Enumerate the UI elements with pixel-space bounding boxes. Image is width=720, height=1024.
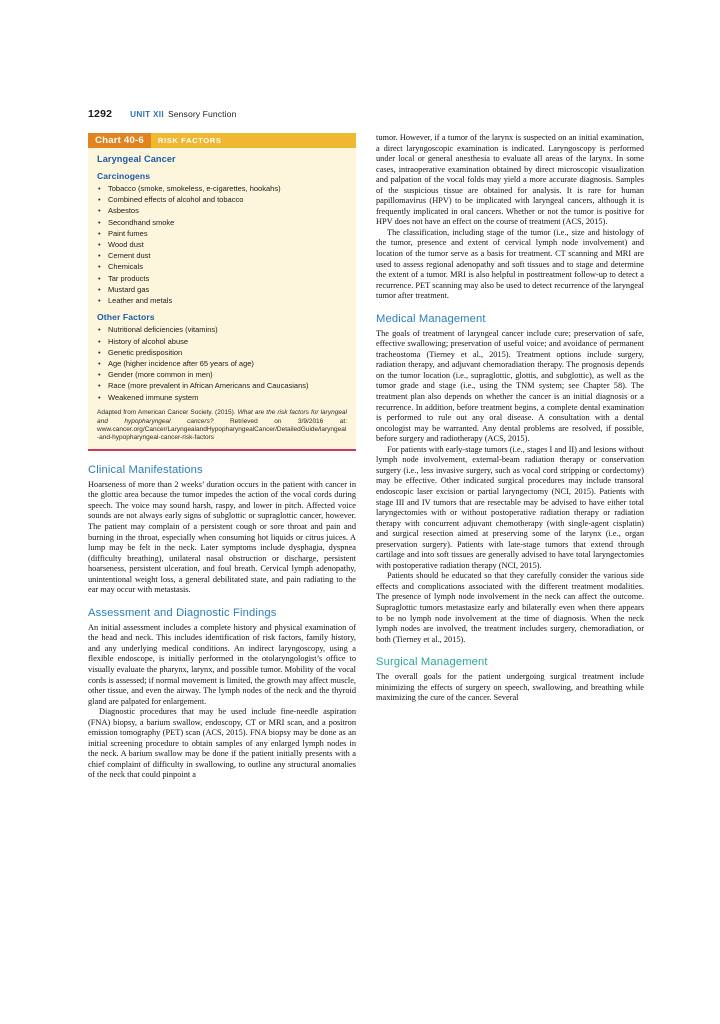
list-item-label: History of alcohol abuse (108, 336, 189, 346)
list-item-label: Genetic predisposition (108, 347, 183, 357)
heading-surgical-management: Surgical Management (376, 656, 488, 669)
list-item-label: Age (higher incidence after 65 years of age) (108, 359, 254, 369)
chart-kind-label: RISK FACTORS (157, 136, 222, 145)
list-item (97, 348, 347, 358)
list-item-label: Secondhand smoke (108, 217, 175, 227)
carcinogens-list (97, 184, 347, 305)
bullet-icon: • (98, 392, 101, 402)
bullet-icon: • (98, 262, 101, 272)
heading-clinical-manifestations: Clinical Manifestations (88, 463, 203, 476)
bullet-icon: • (98, 195, 101, 205)
chart-body (88, 148, 356, 449)
list-item (97, 218, 347, 228)
list-item (97, 229, 347, 239)
right-column (376, 133, 644, 923)
list-item (97, 195, 347, 205)
list-item (97, 251, 347, 261)
bullet-icon: • (98, 239, 101, 249)
list-item-label: Race (more prevalent in African Americans and Caucasians) (108, 381, 309, 391)
list-item-label: Wood dust (108, 239, 144, 249)
other-factors-list (97, 325, 347, 402)
source-prefix: Adapted from American Cancer Society. (2015). (97, 409, 238, 417)
paragraph: The classification, including stage of the tumor (i.e., size and histology of the tumor, presence and extent of cervical lymph node involvement) and location of the tumor serve as a basis for treatment. CT scanning and MRI are used to assess regional adenopathy and soft tissues and to stage and determine the extent of a tumor. MRI is also helpful in posttreatment follow-up to detect a recurrence. PET scanning may also be used to detect recurrence of the laryngeal tumor after treatment. (376, 227, 644, 301)
paragraph: The goals of treatment of laryngeal cancer include cure; preservation of safe, effective swallowing; preservation of useful voice; and avoidance of permanent tracheostoma (Tierney et al., 2015). Treatment options include surgery, radiation therapy, and adjuvant chemoradiation therapy. The prognosis depends on the tumor location (i.e., supraglottic, glottis, and subglottic), as well as the tumor grade and stage (i.e., using the TNM system; see Chapter 58). The treatment plan also depends on whether the cancer is an initial diagnosis or a recurrence. In addition, before treatment begins, a complete dental examination is performed to rule out any oral disease. A consultation with a dental oncologist may be warranted. Any dental problems are resolved, if possible, before surgery and radiotherapy (ACS, 2015). (376, 328, 644, 444)
list-item-label: Asbestos (108, 206, 139, 216)
list-item (97, 184, 347, 194)
chart-header-bar (88, 133, 356, 148)
chart-source-citation (97, 409, 347, 443)
bullet-icon: • (98, 228, 101, 238)
chart-title: Laryngeal Cancer (97, 154, 176, 164)
list-item-label: Cement dust (108, 251, 151, 261)
list-item-label: Paint fumes (108, 228, 148, 238)
chart-subhead-carcinogens: Carcinogens (97, 171, 151, 181)
list-item (97, 359, 347, 369)
list-item (97, 240, 347, 250)
left-column (88, 133, 356, 923)
list-item (97, 262, 347, 272)
bullet-icon: • (98, 325, 101, 335)
source-suffix: Retrieved on 3/9/2016 at: www.cancer.org/Cancer/LaryngealandHypopharyngealCancer/DetailedGuide/laryngeal-and-hypopharyngeal-cancer-risk-factors (97, 417, 347, 442)
list-item-label: Tobacco (smoke, smokeless, e-cigarettes, hookahs) (108, 184, 281, 193)
unit-title: Sensory Function (167, 109, 237, 119)
list-item-label: Mustard gas (108, 284, 150, 294)
list-item (97, 206, 347, 216)
two-column-body (88, 133, 644, 923)
paragraph: Patients should be educated so that they carefully consider the various side effects and complications associated with the different treatment modalities. The presence of lymph node involvement in the neck can affect the outcome. Supraglottic tumors metastasize early and bilaterally even when there appears to be no lymph node involvement at the time of diagnosis. When the neck lymph nodes are involved, the treatment includes surgery, chemoradiation, or both (Tierney et al., 2015). (376, 571, 644, 644)
bullet-icon: • (98, 370, 101, 380)
list-item-label: Leather and metals (108, 295, 173, 305)
bullet-icon: • (98, 295, 101, 305)
paragraph: Diagnostic procedures that may be used include fine-needle aspiration (FNA) biopsy, a barium swallow, endoscopy, CT or MRI scan, and a positron emission tomography (PET) scan (ACS, 2015). FNA biopsy may be done as an initial screening procedure to obtain samples of any enlarged lymph nodes in the neck. A barium swallow may be done if the patient initially presents with a chief complaint of difficulty in swallowing, to outline any structural anomalies of the neck that could pinpoint a (88, 707, 356, 780)
list-item (97, 285, 347, 295)
chart-number-label: Chart 40-6 (88, 133, 151, 148)
list-item-label: Combined effects of alcohol and tobacco (108, 195, 244, 205)
list-item (97, 274, 347, 284)
paragraph: For patients with early-stage tumors (i.e., stages I and II) and lesions without lymph node involvement, external-beam radiation therapy or conservation surgery (i.e., less invasive surgery, such as vocal cord stripping or cordectomy) may be effective. Other indicated surgical procedures may include transoral endoscopic laser excision or partial laryngectomy (NCI, 2015). Patients with stage III and IV tumors that are resectable may be advised to have either total laryngectomies with or without postoperative radiation therapy or radiation therapy with concurrent adjuvant chemotherapy (with single-agent cisplatin) and surgical resection aimed at preserving some of the larynx (i.e., organ preservation surgery). Patients with late-stage tumors that extend through cartilage and into soft tissues are generally advised to have total laryngectomies with postoperative radiation therapy (NCI, 2015). (376, 444, 644, 570)
bullet-icon: • (98, 284, 101, 294)
bullet-icon: • (98, 347, 101, 357)
heading-assessment-diagnostic-findings: Assessment and Diagnostic Findings (88, 606, 277, 619)
list-item (97, 381, 347, 391)
list-item (97, 370, 347, 380)
list-item (97, 337, 347, 347)
list-item-label: Weakened immune system (108, 392, 199, 402)
list-item (97, 393, 347, 403)
source-title: What are the risk factors for laryngeal and hypopharyngeal cancers? (97, 409, 347, 425)
bullet-icon: • (98, 217, 101, 227)
bullet-icon: • (98, 251, 101, 261)
bullet-icon: • (98, 359, 101, 369)
heading-medical-management: Medical Management (376, 312, 486, 325)
page-number: 1292 (88, 108, 113, 120)
paragraph: Hoarseness of more than 2 weeks’ duration occurs in the patient with cancer in the glottic area because the tumor impedes the action of the vocal cords during speech. The voice may sound harsh, raspy, and lower in pitch. Affected voice sounds are not always early signs of subglottic or supraglottic cancer, however. The patient may complain of a persistent cough or sore throat and pain and burning in the throat, especially when consuming hot liquids or citrus juices. A lump may be felt in the neck. Later symptoms include dysphagia, dyspnea (difficulty breathing), unilateral nasal obstruction or discharge, persistent hoarseness, persistent ulceration, and foul breath. Cervical lymph adenopathy, unintentional weight loss, a general debilitated state, and pain radiating to the ear may occur with metastasis. (88, 479, 356, 595)
bullet-icon: • (98, 336, 101, 346)
chart-box-risk-factors (88, 133, 356, 451)
unit-label: UNIT XII (130, 110, 164, 119)
paragraph: The overall goals for the patient undergoing surgical treatment include minimizing the effects of surgery on speech, swallowing, and breathing while maximizing the cure of the cancer. Several (376, 672, 644, 703)
bullet-icon: • (98, 206, 101, 216)
bullet-icon: • (98, 381, 101, 391)
list-item-label: Chemicals (108, 262, 144, 272)
paragraph: An initial assessment includes a complete history and physical examination of the head and neck. This includes identification of risk factors, family history, and any underlying medical conditions. An indirect laryngoscopy, using a flexible endoscope, is initially performed in the otolaryngologist’s office to visually evaluate the pharynx, larynx, and possible tumor. Mobility of the vocal cords is assessed; if normal movement is limited, the growth may affect muscle, other tissue, and even the airway. The lymph nodes of the neck and the thyroid gland are palpated for enlargement. (88, 622, 356, 706)
running-head (88, 108, 648, 122)
bullet-icon: • (98, 184, 101, 193)
list-item-label: Gender (more common in men) (108, 370, 213, 380)
list-item-label: Tar products (108, 273, 150, 283)
paragraph: tumor. However, if a tumor of the larynx is suspected on an initial examination, a direct laryngoscopic examination is indicated. Laryngoscopy is performed under local or general anesthesia to evaluate all areas of the larynx. In some cases, intraoperative examination obtained by direct microscopic visualization and palpation of the vocal folds may yield a more accurate diagnosis. Samples of the suspicious tissue are obtained for analysis. It is rare for human papillomavirus (HPV) to be implicated with laryngeal cancers, although it is frequently implicated in oral cancers. Whether or not the tumor is positive for HPV does not have an effect on the course of treatment (ACS, 2015). (376, 133, 644, 227)
chart-subhead-other-factors: Other Factors (97, 312, 155, 323)
list-item (97, 325, 347, 335)
list-item (97, 296, 347, 306)
bullet-icon: • (98, 273, 101, 283)
unit-breadcrumb (130, 109, 236, 119)
list-item-label: Nutritional deficiencies (vitamins) (108, 325, 218, 335)
